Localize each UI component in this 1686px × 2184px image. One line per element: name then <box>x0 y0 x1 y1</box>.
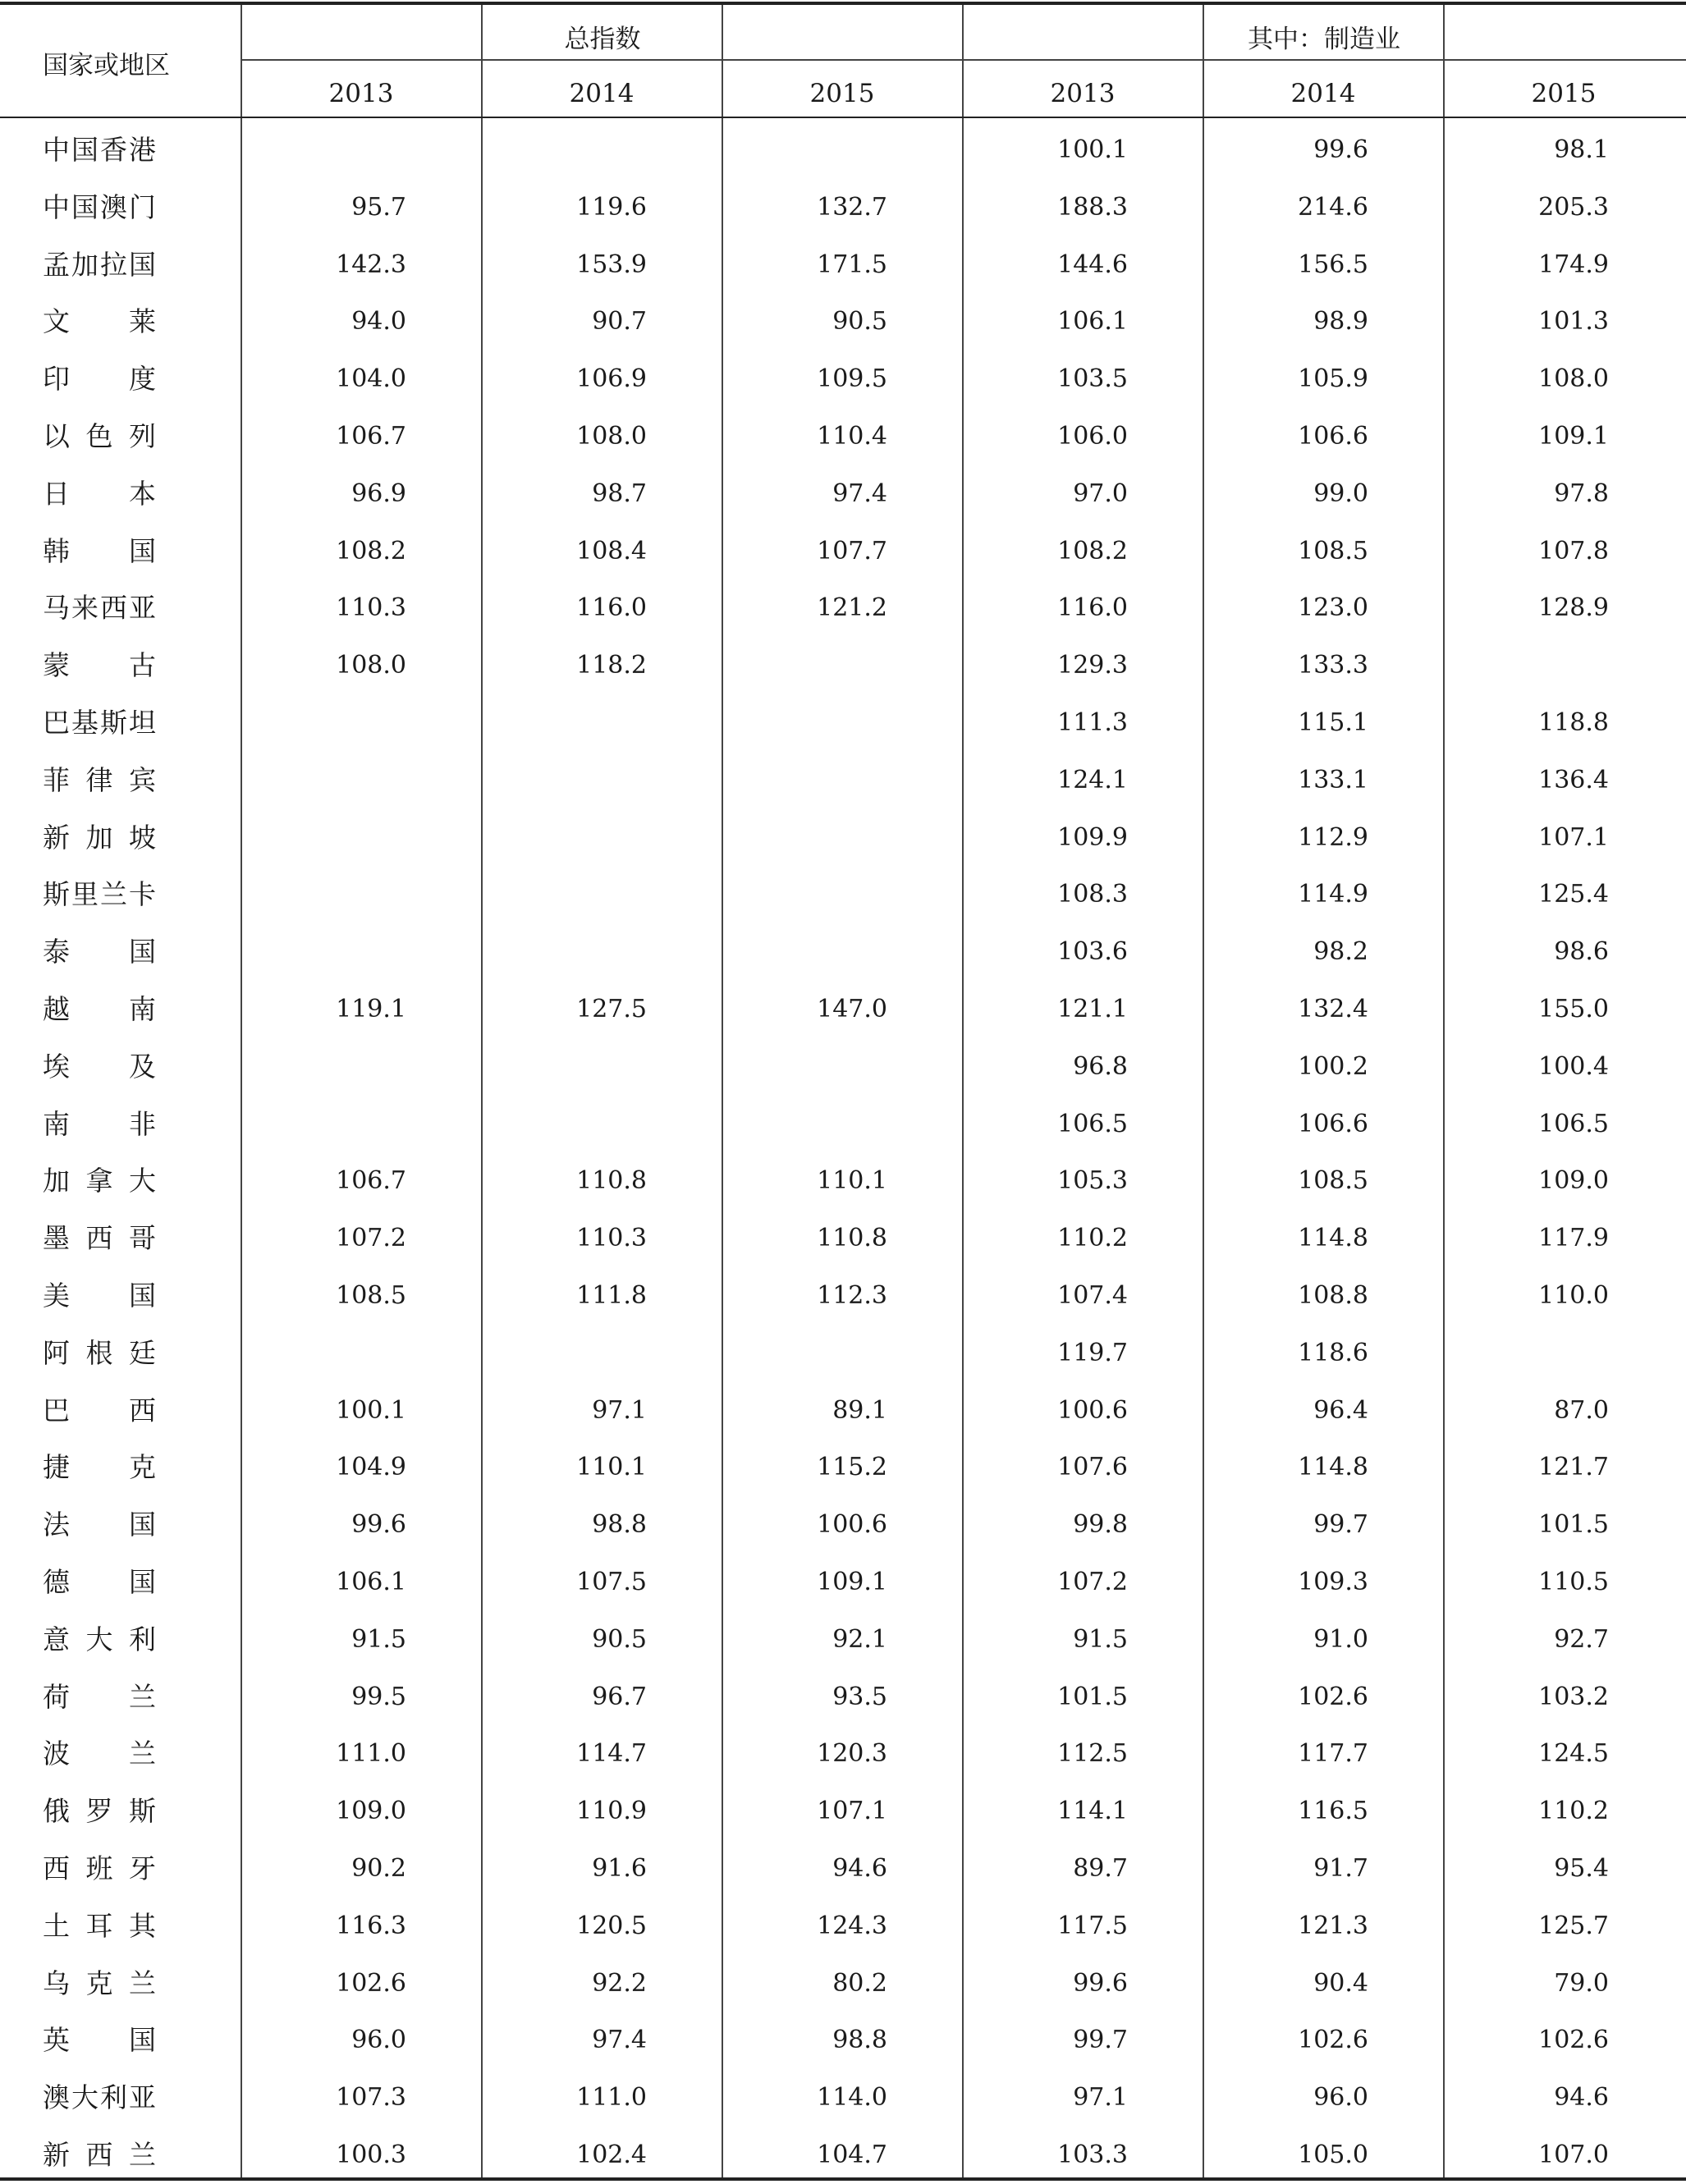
value-cell: 156.5 <box>1298 250 1368 279</box>
value-cell: 99.5 <box>351 1682 406 1711</box>
value-cell: 99.7 <box>1313 1510 1368 1540</box>
value-cell: 121.2 <box>817 593 887 623</box>
value-cell: 91.0 <box>1313 1624 1368 1654</box>
value-cell: 100.2 <box>1298 1051 1368 1081</box>
table-row <box>0 408 1686 465</box>
value-cell: 107.8 <box>1538 536 1609 565</box>
value-cell: 106.5 <box>1057 1109 1128 1138</box>
value-cell: 93.5 <box>832 1682 887 1711</box>
value-cell: 98.2 <box>1313 937 1368 967</box>
value-cell: 116.3 <box>336 1911 406 1940</box>
value-cell: 95.7 <box>351 192 406 222</box>
value-cell: 109.0 <box>336 1797 406 1826</box>
region-name: 西班牙 <box>43 1852 156 1884</box>
value-cell: 94.0 <box>351 307 406 337</box>
value-cell: 110.3 <box>336 593 406 623</box>
value-cell: 119.7 <box>1057 1338 1128 1367</box>
region-name: 南非 <box>43 1107 156 1140</box>
value-cell: 96.0 <box>1313 2083 1368 2113</box>
region-name: 文莱 <box>43 305 156 338</box>
value-cell: 102.6 <box>1298 2026 1368 2055</box>
value-cell: 107.5 <box>576 1568 647 1596</box>
value-cell: 117.5 <box>1057 1911 1128 1940</box>
value-cell: 104.9 <box>336 1453 406 1482</box>
value-cell: 106.1 <box>336 1568 406 1596</box>
value-cell: 89.1 <box>832 1395 887 1425</box>
value-cell: 98.7 <box>592 478 647 508</box>
table-row <box>0 1210 1686 1267</box>
table-row <box>0 1439 1686 1496</box>
value-cell: 119.6 <box>576 192 647 222</box>
value-cell: 100.6 <box>817 1510 887 1540</box>
region-name: 乌克兰 <box>43 1967 156 1999</box>
header-group-total: 总指数 <box>564 25 641 54</box>
value-cell: 107.2 <box>1057 1568 1128 1596</box>
value-cell: 116.0 <box>1057 593 1128 623</box>
region-name: 蒙古 <box>43 649 156 682</box>
table-row <box>0 1955 1686 2012</box>
region-name: 波兰 <box>43 1738 156 1770</box>
value-cell: 112.3 <box>817 1281 887 1310</box>
value-cell: 114.7 <box>576 1739 647 1769</box>
region-name: 澳大利亚 <box>43 2081 156 2114</box>
value-cell: 103.6 <box>1057 937 1128 967</box>
value-cell: 107.2 <box>336 1224 406 1253</box>
value-cell: 99.7 <box>1073 2026 1128 2055</box>
region-name: 斯里兰卡 <box>43 878 156 911</box>
region-name: 阿根廷 <box>43 1336 156 1369</box>
value-cell: 94.6 <box>1554 2083 1609 2113</box>
value-cell: 90.5 <box>592 1624 647 1654</box>
value-cell: 91.6 <box>592 1854 647 1883</box>
value-cell: 125.7 <box>1538 1911 1609 1940</box>
value-cell: 108.2 <box>1057 536 1128 565</box>
value-cell: 107.0 <box>1538 2141 1609 2169</box>
value-cell: 147.0 <box>817 995 887 1023</box>
region-name: 中国香港 <box>43 134 156 166</box>
value-cell: 188.3 <box>1057 192 1128 222</box>
value-cell: 109.3 <box>1298 1568 1368 1596</box>
table-row <box>0 2127 1686 2184</box>
value-cell: 106.6 <box>1298 422 1368 451</box>
value-cell: 80.2 <box>832 1968 887 1998</box>
value-cell: 99.6 <box>351 1510 406 1540</box>
value-cell: 106.5 <box>1538 1109 1609 1138</box>
region-name: 韩国 <box>43 534 156 567</box>
region-name: 菲律宾 <box>43 763 156 796</box>
value-cell: 114.0 <box>817 2083 887 2113</box>
table-row <box>0 694 1686 752</box>
value-cell: 115.1 <box>1298 708 1368 737</box>
value-cell: 98.9 <box>1313 307 1368 337</box>
value-cell: 132.7 <box>817 192 887 222</box>
region-name: 马来西亚 <box>43 592 156 625</box>
value-cell: 108.0 <box>1538 364 1609 394</box>
value-cell: 108.4 <box>576 536 647 565</box>
value-cell: 118.8 <box>1538 708 1609 737</box>
value-cell: 95.4 <box>1554 1854 1609 1883</box>
value-cell: 103.2 <box>1538 1682 1609 1711</box>
table-row <box>0 1669 1686 1726</box>
table-row <box>0 1725 1686 1783</box>
region-name: 俄罗斯 <box>43 1795 156 1828</box>
value-cell: 133.1 <box>1298 765 1368 794</box>
value-cell: 102.6 <box>336 1968 406 1998</box>
value-cell: 106.0 <box>1057 422 1128 451</box>
value-cell: 117.9 <box>1538 1224 1609 1253</box>
region-name: 新加坡 <box>43 821 156 854</box>
value-cell: 106.9 <box>576 364 647 394</box>
value-cell: 98.8 <box>592 1510 647 1540</box>
region-name: 土耳其 <box>43 1909 156 1942</box>
value-cell: 99.8 <box>1073 1510 1128 1540</box>
region-name: 新西兰 <box>43 2139 156 2171</box>
value-cell: 111.0 <box>336 1739 406 1769</box>
table-row <box>0 465 1686 523</box>
region-name: 埃及 <box>43 1050 156 1083</box>
table-row <box>0 1611 1686 1669</box>
table-row <box>0 809 1686 867</box>
value-cell: 98.1 <box>1554 135 1609 164</box>
header-bottom-rule <box>0 117 1686 118</box>
header-group-underline <box>241 59 1686 61</box>
header-year: 2015 <box>1531 79 1597 108</box>
value-cell: 110.1 <box>817 1166 887 1196</box>
region-name: 越南 <box>43 993 156 1025</box>
value-cell: 98.8 <box>832 2026 887 2055</box>
value-cell: 108.5 <box>336 1281 406 1310</box>
value-cell: 100.1 <box>336 1395 406 1425</box>
table-row <box>0 1096 1686 1153</box>
value-cell: 110.3 <box>576 1224 647 1253</box>
table-row <box>0 523 1686 580</box>
table-row <box>0 637 1686 694</box>
value-cell: 107.6 <box>1057 1453 1128 1482</box>
table-row <box>0 1152 1686 1210</box>
value-cell: 118.6 <box>1298 1338 1368 1367</box>
value-cell: 107.4 <box>1057 1281 1128 1310</box>
value-cell: 120.5 <box>576 1911 647 1940</box>
value-cell: 104.7 <box>817 2141 887 2169</box>
table-row <box>0 1496 1686 1554</box>
table-row <box>0 923 1686 981</box>
table-row <box>0 1382 1686 1440</box>
value-cell: 97.1 <box>592 1395 647 1425</box>
region-name: 荷兰 <box>43 1680 156 1713</box>
header-region: 国家或地区 <box>43 51 170 80</box>
value-cell: 205.3 <box>1538 192 1609 222</box>
value-cell: 96.0 <box>351 2026 406 2055</box>
value-cell: 121.1 <box>1057 995 1128 1023</box>
value-cell: 110.9 <box>576 1797 647 1826</box>
region-name: 英国 <box>43 2024 156 2057</box>
value-cell: 110.2 <box>1057 1224 1128 1253</box>
value-cell: 87.0 <box>1554 1395 1609 1425</box>
value-cell: 117.7 <box>1298 1739 1368 1769</box>
value-cell: 129.3 <box>1057 651 1128 680</box>
value-cell: 108.0 <box>336 651 406 680</box>
region-name: 以色列 <box>43 420 156 452</box>
value-cell: 102.4 <box>576 2141 647 2169</box>
region-name: 墨西哥 <box>43 1222 156 1255</box>
value-cell: 110.4 <box>817 422 887 451</box>
value-cell: 128.9 <box>1538 593 1609 623</box>
table-row <box>0 121 1686 179</box>
table-row <box>0 1038 1686 1096</box>
value-cell: 110.0 <box>1538 1281 1609 1310</box>
value-cell: 112.5 <box>1057 1739 1128 1769</box>
value-cell: 174.9 <box>1538 250 1609 279</box>
table-row <box>0 866 1686 923</box>
value-cell: 107.7 <box>817 536 887 565</box>
value-cell: 125.4 <box>1538 880 1609 909</box>
value-cell: 106.1 <box>1057 307 1128 337</box>
value-cell: 96.9 <box>351 478 406 508</box>
value-cell: 98.6 <box>1554 937 1609 967</box>
value-cell: 100.6 <box>1057 1395 1128 1425</box>
value-cell: 91.5 <box>351 1624 406 1654</box>
value-cell: 109.1 <box>817 1568 887 1596</box>
region-name: 印度 <box>43 363 156 396</box>
value-cell: 105.0 <box>1298 2141 1368 2169</box>
value-cell: 92.2 <box>592 1968 647 1998</box>
value-cell: 114.8 <box>1298 1453 1368 1482</box>
value-cell: 115.2 <box>817 1453 887 1482</box>
value-cell: 90.4 <box>1313 1968 1368 1998</box>
value-cell: 120.3 <box>817 1739 887 1769</box>
value-cell: 110.5 <box>1538 1568 1609 1596</box>
value-cell: 107.3 <box>336 2083 406 2113</box>
table-row <box>0 1783 1686 1840</box>
table-row <box>0 179 1686 236</box>
value-cell: 99.6 <box>1073 1968 1128 1998</box>
value-cell: 132.4 <box>1298 995 1368 1023</box>
value-cell: 106.7 <box>336 422 406 451</box>
value-cell: 109.9 <box>1057 822 1128 852</box>
region-name: 巴基斯坦 <box>43 707 156 739</box>
value-cell: 112.9 <box>1298 822 1368 852</box>
value-cell: 114.8 <box>1298 1224 1368 1253</box>
value-cell: 116.0 <box>576 593 647 623</box>
value-cell: 106.7 <box>336 1166 406 1196</box>
value-cell: 92.1 <box>832 1624 887 1654</box>
value-cell: 91.5 <box>1073 1624 1128 1654</box>
table-row <box>0 236 1686 294</box>
value-cell: 121.3 <box>1298 1911 1368 1940</box>
value-cell: 109.1 <box>1538 422 1609 451</box>
value-cell: 106.6 <box>1298 1109 1368 1138</box>
region-name: 中国澳门 <box>43 190 156 223</box>
value-cell: 111.8 <box>576 1281 647 1310</box>
value-cell: 97.8 <box>1554 478 1609 508</box>
region-name: 法国 <box>43 1509 156 1541</box>
value-cell: 104.0 <box>336 364 406 394</box>
header-group-manufacturing: 其中：制造业 <box>1248 25 1400 54</box>
value-cell: 99.6 <box>1313 135 1368 164</box>
table-row <box>0 2012 1686 2069</box>
table-row <box>0 293 1686 350</box>
value-cell: 119.1 <box>336 995 406 1023</box>
value-cell: 109.0 <box>1538 1166 1609 1196</box>
value-cell: 101.3 <box>1538 307 1609 337</box>
value-cell: 133.3 <box>1298 651 1368 680</box>
header-year: 2014 <box>1290 79 1356 108</box>
value-cell: 114.9 <box>1298 880 1368 909</box>
header-year: 2014 <box>569 79 635 108</box>
table-row <box>0 752 1686 809</box>
value-cell: 155.0 <box>1538 995 1609 1023</box>
value-cell: 79.0 <box>1554 1968 1609 1998</box>
table-row <box>0 981 1686 1038</box>
value-cell: 101.5 <box>1057 1682 1128 1711</box>
value-cell: 136.4 <box>1538 765 1609 794</box>
value-cell: 153.9 <box>576 250 647 279</box>
value-cell: 108.2 <box>336 536 406 565</box>
value-cell: 100.4 <box>1538 1051 1609 1081</box>
value-cell: 90.5 <box>832 307 887 337</box>
value-cell: 100.1 <box>1057 135 1128 164</box>
value-cell: 114.1 <box>1057 1797 1128 1826</box>
value-cell: 108.5 <box>1298 536 1368 565</box>
value-cell: 171.5 <box>817 250 887 279</box>
value-cell: 110.8 <box>576 1166 647 1196</box>
value-cell: 127.5 <box>576 995 647 1023</box>
value-cell: 90.7 <box>592 307 647 337</box>
value-cell: 94.6 <box>832 1854 887 1883</box>
region-name: 捷克 <box>43 1451 156 1484</box>
table-row <box>0 1267 1686 1325</box>
value-cell: 96.8 <box>1073 1051 1128 1081</box>
value-cell: 105.9 <box>1298 364 1368 394</box>
value-cell: 214.6 <box>1298 192 1368 222</box>
table-bottom-rule <box>0 2177 1686 2181</box>
table-row <box>0 1840 1686 1898</box>
value-cell: 124.5 <box>1538 1739 1609 1769</box>
value-cell: 96.4 <box>1313 1395 1368 1425</box>
value-cell: 124.3 <box>817 1911 887 1940</box>
value-cell: 99.0 <box>1313 478 1368 508</box>
value-cell: 107.1 <box>817 1797 887 1826</box>
header-year: 2013 <box>1050 79 1116 108</box>
value-cell: 97.0 <box>1073 478 1128 508</box>
value-cell: 142.3 <box>336 250 406 279</box>
value-cell: 92.7 <box>1554 1624 1609 1654</box>
region-name: 巴西 <box>43 1394 156 1426</box>
value-cell: 89.7 <box>1073 1854 1128 1883</box>
value-cell: 105.3 <box>1057 1166 1128 1196</box>
value-cell: 144.6 <box>1057 250 1128 279</box>
region-name: 德国 <box>43 1566 156 1598</box>
value-cell: 91.7 <box>1313 1854 1368 1883</box>
value-cell: 110.2 <box>1538 1797 1609 1826</box>
region-name: 意大利 <box>43 1623 156 1655</box>
value-cell: 121.7 <box>1538 1453 1609 1482</box>
value-cell: 103.5 <box>1057 364 1128 394</box>
header-year: 2013 <box>328 79 394 108</box>
region-name: 加拿大 <box>43 1165 156 1197</box>
value-cell: 108.0 <box>576 422 647 451</box>
value-cell: 111.0 <box>576 2083 647 2113</box>
table-row <box>0 1554 1686 1611</box>
value-cell: 118.2 <box>576 651 647 680</box>
table-row <box>0 1325 1686 1382</box>
value-cell: 123.0 <box>1298 593 1368 623</box>
region-name: 日本 <box>43 477 156 510</box>
value-cell: 124.1 <box>1057 765 1128 794</box>
value-cell: 109.5 <box>817 364 887 394</box>
value-cell: 107.1 <box>1538 822 1609 852</box>
table-row <box>0 579 1686 637</box>
value-cell: 116.5 <box>1298 1797 1368 1826</box>
value-cell: 108.5 <box>1298 1166 1368 1196</box>
value-cell: 110.8 <box>817 1224 887 1253</box>
value-cell: 96.7 <box>592 1682 647 1711</box>
value-cell: 110.1 <box>576 1453 647 1482</box>
value-cell: 103.3 <box>1057 2141 1128 2169</box>
value-cell: 90.2 <box>351 1854 406 1883</box>
value-cell: 102.6 <box>1538 2026 1609 2055</box>
value-cell: 100.3 <box>336 2141 406 2169</box>
table-row <box>0 350 1686 408</box>
value-cell: 97.4 <box>832 478 887 508</box>
value-cell: 108.8 <box>1298 1281 1368 1310</box>
value-cell: 97.4 <box>592 2026 647 2055</box>
region-name: 孟加拉国 <box>43 248 156 281</box>
table-top-rule <box>0 2 1686 5</box>
value-cell: 108.3 <box>1057 880 1128 909</box>
region-name: 美国 <box>43 1280 156 1312</box>
region-name: 泰国 <box>43 936 156 968</box>
value-cell: 101.5 <box>1538 1510 1609 1540</box>
header-year: 2015 <box>809 79 875 108</box>
value-cell: 102.6 <box>1298 1682 1368 1711</box>
value-cell: 97.1 <box>1073 2083 1128 2113</box>
value-cell: 111.3 <box>1057 708 1128 737</box>
table-row <box>0 1898 1686 1955</box>
table-row <box>0 2069 1686 2127</box>
